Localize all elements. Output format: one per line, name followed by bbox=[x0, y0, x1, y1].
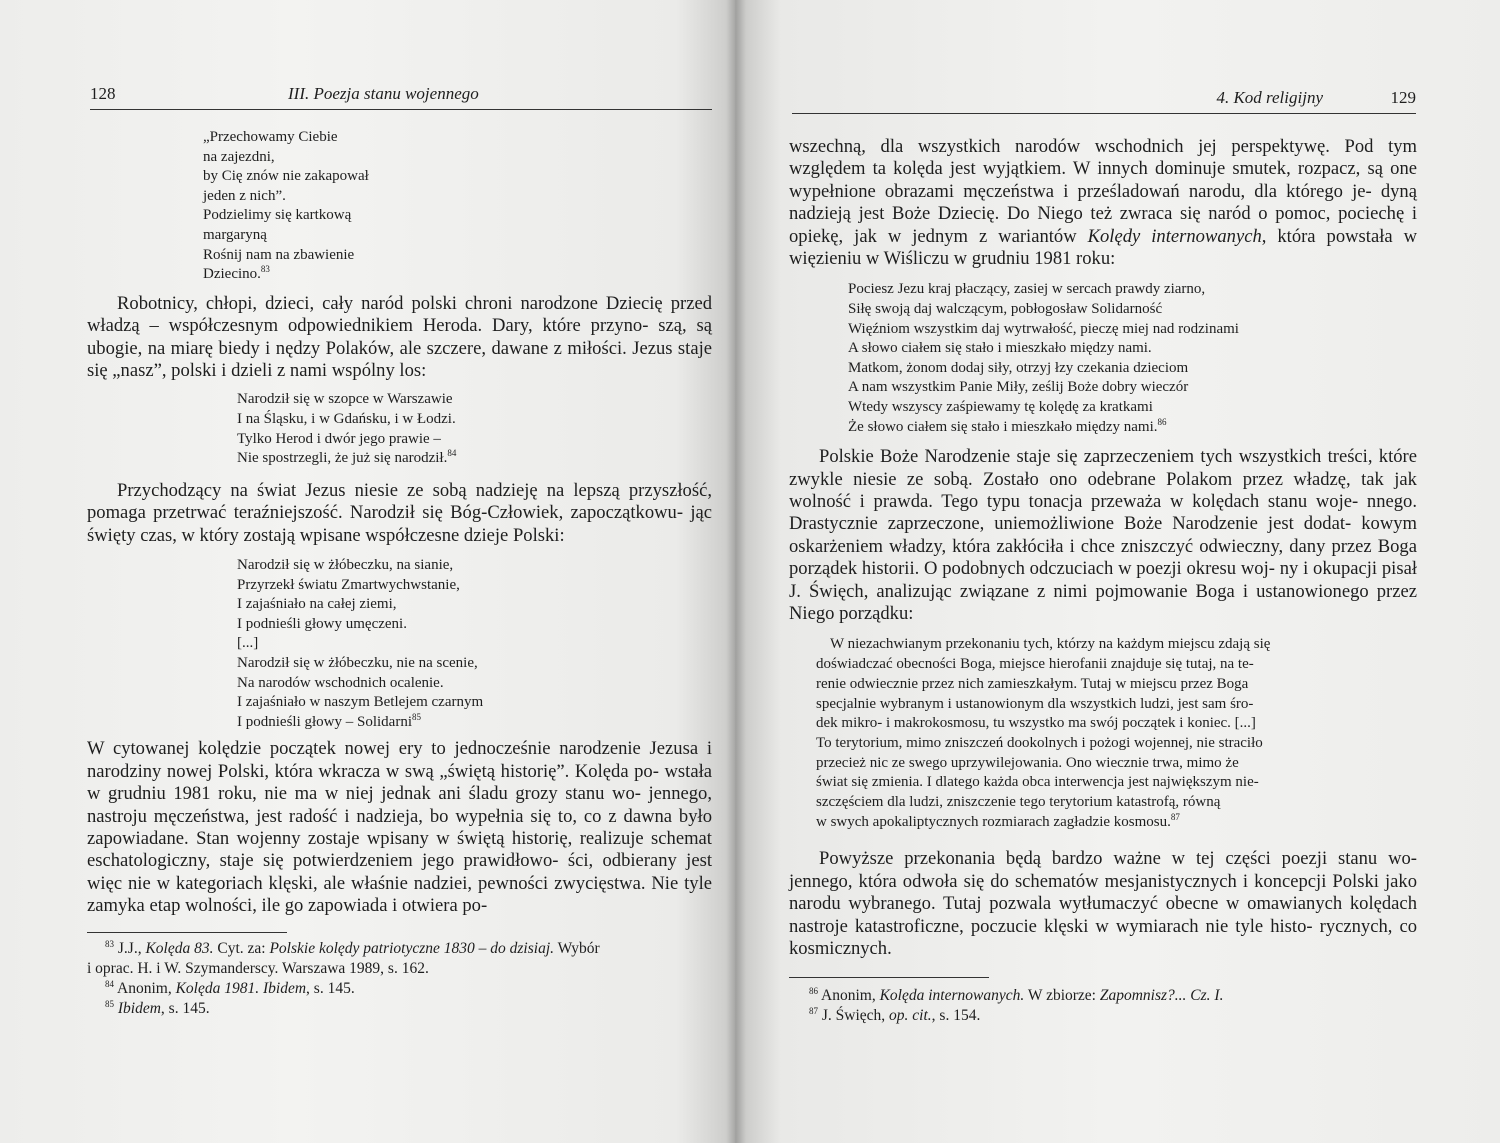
poem-line: Narodził się w żłóbeczku, nie na scenie, bbox=[237, 654, 478, 671]
left-header-rule bbox=[90, 109, 712, 110]
poem-line: I na Śląsku, i w Gdańsku, i w Łodzi. bbox=[237, 410, 456, 427]
poem-narodzil-sie-w-szopce bbox=[237, 390, 712, 468]
book-gutter bbox=[726, 0, 746, 1143]
poem-przechowamy bbox=[203, 128, 712, 285]
poem-line: Podzielimy się kartkową bbox=[203, 207, 352, 224]
poem-line: A nam wszystkim Panie Miły, ześlij Boże dobry wieczór bbox=[848, 379, 1189, 396]
poem-line: margaryną bbox=[203, 226, 267, 243]
footnote: $^{86}$ Anonim, Kolęda internowanych. W zbiorze: Zapomnisz?... Cz. I. bbox=[809, 985, 1224, 1004]
paragraph: Polskie Boże Narodzenie staje się zaprzeczeniem tych wszystkich treści, które zwykle niesie ze sobą. Zostało ono odebrane Polakom przez władzę, tak jak wolność i prawda. Tego typu tonacja przeważa w kolędach stanu woje- nnego. Drastycznie zaprzeczone, uniemożliwione Boże Narodzenie jest dodat- kowym oskarżeniem władzy, która zakłóciła i chce zniszczyć odwieczny, dany przez Boga porządek historii. O podobnych odczuciach w poezji okresu woj- ny i okupacji pisał J. Święch, analizując związane z nimi pojmowanie Boga i ustanowionego przez Niego porządku: bbox=[789, 446, 1417, 625]
poem-line: Rośnij nam na zbawienie bbox=[203, 246, 355, 263]
poem-line: Siłę swoją daj walczącym, pobłogosław Solidarność bbox=[848, 301, 1163, 318]
footnote: $^{85}$ Ibidem, s. 145. bbox=[105, 998, 210, 1017]
quote-line: doświadczać obecności Boga, miejsce hierofanii znajduje się tutaj, na te- bbox=[816, 656, 1254, 673]
footnote-ref: 85 bbox=[412, 711, 421, 722]
poem-line: Nie spostrzegli, że już się narodził.$^{84}$ bbox=[237, 448, 457, 467]
left-page bbox=[0, 0, 735, 1143]
footnote-ref: 84 bbox=[447, 448, 457, 459]
footnote: i oprac. H. i W. Szymanderscy. Warszawa 1989, s. 162. bbox=[87, 959, 429, 977]
poem-line: Przyrzekł światu Zmartwychwstanie, bbox=[237, 576, 460, 593]
quote-line: przecież nic ze swego uprzywilejowania. Ono wiecznie trwa, mimo że bbox=[816, 754, 1239, 771]
left-header-title: III. Poezja stanu wojennego bbox=[288, 84, 479, 103]
paragraph: Robotnicy, chłopi, dzieci, cały naród polski chroni narodzone Dziecię przed władzą – współczesnym odpowiednikiem Heroda. Dary, które przyno- szą, są ubogie, na miarę biedy i nędzy Polaków, ale szczere, dawane z miłości. Jezus staje się „nasz”, polski i dzieli z nami wspólny los: bbox=[87, 292, 713, 381]
right-header-title: 4. Kod religijny bbox=[1216, 88, 1323, 107]
poem-line: Matkom, żonom dodaj siły, otrzyj łzy czekania dzieciom bbox=[848, 359, 1189, 376]
poem-line: Że słowo ciałem się stało i mieszkało między nami.$^{86}$ bbox=[848, 416, 1167, 435]
paragraph: Powyższe przekonania będą bardzo ważne w tej części poezji stanu wo- jennego, która odwoła się do schematów mesjanistycznych i koncepcji Polski jako narodu wybranego. Tutaj pozwala wytłumaczyć obecne w omawianych kolędach nastroje katastroficzne, poczucie klęski w wymiarach nie tyle histo- rycznych, co kosmicznych. bbox=[789, 848, 1418, 960]
footnote-ref: 87 bbox=[1170, 811, 1180, 822]
poem-line: Tylko Herod i dwór jego prawie – bbox=[237, 430, 441, 447]
poem-line: Dziecino.$^{83}$ bbox=[203, 264, 270, 283]
poem-pociesz-jezu bbox=[848, 280, 1417, 437]
quote-line: To terytorium, mimo zniszczeń dookolnych i pożogi wojennej, nie straciło bbox=[816, 734, 1263, 751]
poem-line: na zajezdni, bbox=[203, 148, 275, 165]
quote-line: specjalnie wybranym i ustanowionym dla wszystkich ludzi, jest sam śro- bbox=[816, 695, 1254, 712]
block-quote-swiech bbox=[816, 635, 1388, 832]
poem-line: „Przechowamy Ciebie bbox=[203, 129, 338, 145]
poem-line: Pociesz Jezu kraj płaczący, zasiej w sercach prawdy ziarno, bbox=[848, 281, 1206, 298]
quote-line: szczęściem dla ludzi, zniszczenie tego terytorium katastrofą, równą bbox=[816, 794, 1221, 811]
poem-narodzil-sie-w-zlobeczku bbox=[237, 556, 712, 732]
poem-line: Narodził się w szopce w Warszawie bbox=[237, 391, 453, 408]
poem-line: I podnieśli głowy – Solidarni$^{85}$ bbox=[237, 711, 421, 730]
footnote-ref: 86 bbox=[1157, 416, 1167, 427]
right-page bbox=[735, 0, 1500, 1143]
poem-line: Narodził się w żłóbeczku, na sianie, bbox=[237, 556, 454, 573]
right-body bbox=[789, 136, 1417, 1026]
quote-line: świat się zmienia. I dlatego każda obca interwencja jest największym nie- bbox=[816, 774, 1259, 791]
poem-line: Więźniom wszystkim daj wytrwałość, pieczę miej nad rodzinami bbox=[848, 320, 1239, 337]
footnote: $^{87}$ J. Święch, op. cit., s. 154. bbox=[809, 1005, 981, 1024]
poem-line: jeden z nich”. bbox=[203, 187, 286, 204]
paragraph: wszechną, dla wszystkich narodów wschodnich jej perspektywę. Pod tym względem ta kolęda jest wyjątkiem. W innych dominuje smutek, rozpacz, są one wypełnione obrazami męczeństwa i prześladowań narodu, dla którego je- dyną nadzieją jest Boże Dziecię. Do Niego też zwraca się naród o pomoc, pociechę i opiekę, jak w jednym z wariantów Kolędy internowanych, która powstała w więzieniu w Wiśliczu w grudniu 1981 roku: bbox=[789, 136, 1418, 270]
footnote: $^{83}$ J.J., Kolęda 83. Cyt. za: Polskie kolędy patriotyczne 1830 – do dzisiaj. Wybór bbox=[105, 938, 600, 957]
poem-line: I zajaśniało na całej ziemi, bbox=[237, 596, 397, 613]
poem-line: I podnieśli głowy umęczeni. bbox=[237, 615, 407, 632]
footnotes bbox=[87, 939, 712, 1019]
left-body bbox=[87, 128, 712, 1019]
quote-line: w swych apokaliptycznych rozmiarach zagładzie kosmosu.$^{87}$ bbox=[816, 811, 1180, 830]
footnote-ref: 83 bbox=[260, 264, 270, 275]
paragraph: W cytowanej kolędzie początek nowej ery to jednocześnie narodzenie Jezusa i narodziny nowej Polski, która wkracza w swą „świętą historię”. Kolęda po- wstała w grudniu 1981 roku, nie ma w niej jednak ani śladu grozy stanu wo- jennego, nastroju męczeństwa, jest radość i nadzieja, bo wypełnia się to, co z dawna było zapowiadane. Stan wojenny zostaje wpisany w świętą historię, realizuje schemat eschatologiczny, staje się potwierdzeniem jego prawidłowo- ści, odbierany jest więc nie w kategoriach klęski, ale właśnie nadziei, pewności zwycięstwa. Nie tyle zamyka etap wolności, ile go zapowiada i otwiera po- bbox=[87, 738, 713, 917]
quote-line: renie odwiecznie przez nich zamieszkałym. Tutaj w miejscu przez Boga bbox=[816, 675, 1249, 692]
footnote: $^{84}$ Anonim, Kolęda 1981. Ibidem, s. 145. bbox=[105, 978, 355, 997]
poem-line: I zajaśniało w naszym Betlejem czarnym bbox=[237, 694, 484, 711]
poem-line: Wtedy wszyscy zaśpiewamy tę kolędę za kratkami bbox=[848, 399, 1153, 415]
poem-line: Na narodów wschodnich ocalenie. bbox=[237, 674, 444, 691]
right-page-number: 129 bbox=[1390, 88, 1416, 107]
poem-line: by Cię znów nie zakapował bbox=[203, 168, 369, 185]
footnotes bbox=[789, 986, 1417, 1026]
left-page-number: 128 bbox=[90, 84, 116, 103]
poem-line: A słowo ciałem się stało i mieszkało między nami. bbox=[848, 340, 1152, 357]
paragraph: Przychodzący na świat Jezus niesie ze sobą nadzieję na lepszą przyszłość, pomaga przetrwać teraźniejszość. Narodził się Bóg-Człowiek, zapoczątkowu- jąc święty czas, w który zostają wpisane współczesne dzieje Polski: bbox=[87, 479, 712, 546]
quote-line: dek mikro- i makrokosmosu, tu wszystko ma swój początek i koniec. [...] bbox=[816, 715, 1256, 732]
right-header-rule bbox=[792, 113, 1416, 114]
quote-line: W niezachwianym przekonaniu tych, którzy na każdym miejscu zdają się bbox=[830, 636, 1271, 653]
poem-line: [...] bbox=[237, 635, 259, 652]
